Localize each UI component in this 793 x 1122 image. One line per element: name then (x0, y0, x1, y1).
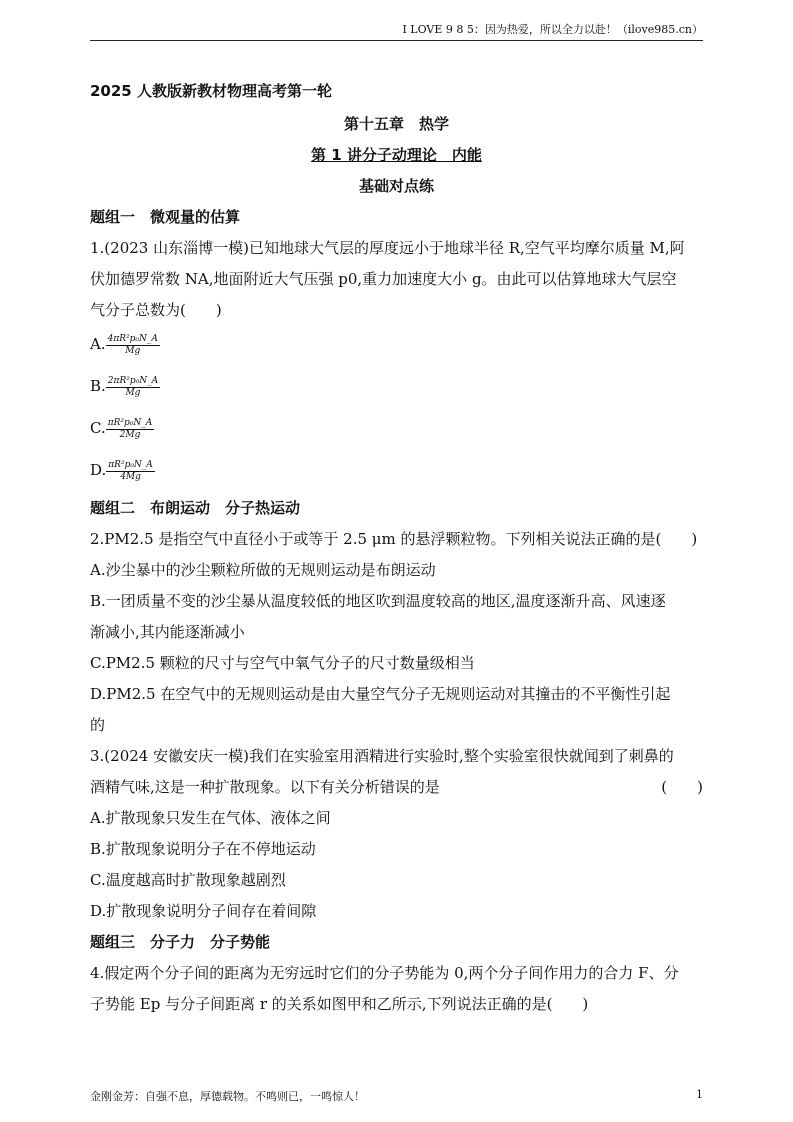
q2-option-d-line-1: D.PM2.5 在空气中的无规则运动是由大量空气分子无规则运动对其撞击的不平衡性引起 (90, 685, 671, 703)
option-letter: D. (90, 461, 107, 479)
q2-option-b-line-2: 渐减小,其内能逐渐减小 (90, 623, 245, 641)
q3-option-d: D.扩散现象说明分子间存在着间隙 (90, 902, 317, 920)
q1-option-a (90, 333, 160, 357)
section-title: 基础对点练 (358, 177, 434, 195)
q3-option-c: C.温度越高时扩散现象越剧烈 (90, 871, 286, 889)
q2-option-c: C.PM2.5 颗粒的尺寸与空气中氧气分子的尺寸数量级相当 (90, 654, 475, 672)
q1-option-b (90, 375, 160, 399)
footer-motto: 金刚金芳：自强不息，厚德载物。不鸣则已，一鸣惊人！ (90, 1090, 365, 1103)
option-a-fraction (106, 334, 160, 357)
page-number: 1 (696, 1088, 703, 1101)
q4-line-2: 子势能 Ep 与分子间距离 r 的关系如图甲和乙所示,下列说法正确的是( ) (90, 995, 589, 1013)
q3-option-b: B.扩散现象说明分子在不停地运动 (90, 840, 316, 858)
numerator: 4πR²p₀N_A (107, 333, 158, 344)
q1-option-d (90, 459, 155, 483)
numerator: πR²p₀N_A (107, 417, 153, 428)
option-letter: A. (90, 335, 106, 353)
q3-line-1: 3.(2024 安徽安庆一模)我们在实验室用酒精进行实验时,整个实验室很快就闻到了刺鼻的 (90, 747, 674, 765)
option-c-fraction (106, 418, 155, 441)
option-d-fraction (106, 460, 155, 483)
numerator: πR²p₀N_A (108, 459, 153, 470)
q1-option-c (90, 417, 154, 441)
q2-option-b-line-1: B.一团质量不变的沙尘暴从温度较低的地区吹到温度较高的地区,温度逐渐升高、风速逐 (90, 592, 666, 610)
page-header: I LOVE 9 8 5：因为热爱，所以全力以赴！（ilove985.cn） (90, 20, 703, 41)
numerator: 2πR²p₀N_A (107, 375, 159, 386)
q2-stem: 2.PM2.5 是指空气中直径小于或等于 2.5 μm 的悬浮颗粒物。下列相关说法正确的是( ) (90, 530, 698, 548)
q1-line-2: 伏加德罗常数 NA,地面附近大气压强 p0,重力加速度大小 g。由此可以估算地球大气层空 (90, 270, 677, 288)
denominator: Mg (125, 345, 141, 356)
denominator: 2Mg (119, 429, 141, 440)
q1-line-3: 气分子总数为( ) (90, 301, 222, 319)
lecture-title: 第 1 讲分子动理论 内能 (311, 146, 482, 164)
chapter-title: 第十五章 热学 (343, 115, 449, 133)
denominator: 4Mg (120, 471, 141, 482)
series-title: 2025 人教版新教材物理高考第一轮 (90, 82, 332, 100)
group-2-heading: 题组二 布朗运动 分子热运动 (90, 499, 301, 517)
group-1-heading: 题组一 微观量的估算 (90, 208, 241, 226)
group-3-heading: 题组三 分子力 分子势能 (90, 933, 271, 951)
q3-answer-paren: ( ) (661, 778, 703, 796)
option-b-fraction (106, 376, 160, 399)
q3-option-a: A.扩散现象只发生在气体、液体之间 (90, 809, 331, 827)
q2-option-d-line-2: 的 (90, 716, 106, 734)
q2-option-a: A.沙尘暴中的沙尘颗粒所做的无规则运动是布朗运动 (90, 561, 436, 579)
q1-line-1: 1.(2023 山东淄博一模)已知地球大气层的厚度远小于地球半径 R,空气平均摩尔质量 M,阿 (90, 239, 685, 257)
page-footer (90, 1088, 703, 1104)
q3-line-2: 酒精气味,这是一种扩散现象。以下有关分析错误的是 (90, 778, 440, 796)
q4-line-1: 4.假定两个分子间的距离为无穷远时它们的分子势能为 0,两个分子间作用力的合力 F、分 (90, 964, 679, 982)
option-letter: C. (90, 419, 106, 437)
option-letter: B. (90, 377, 106, 395)
denominator: Mg (125, 387, 141, 398)
